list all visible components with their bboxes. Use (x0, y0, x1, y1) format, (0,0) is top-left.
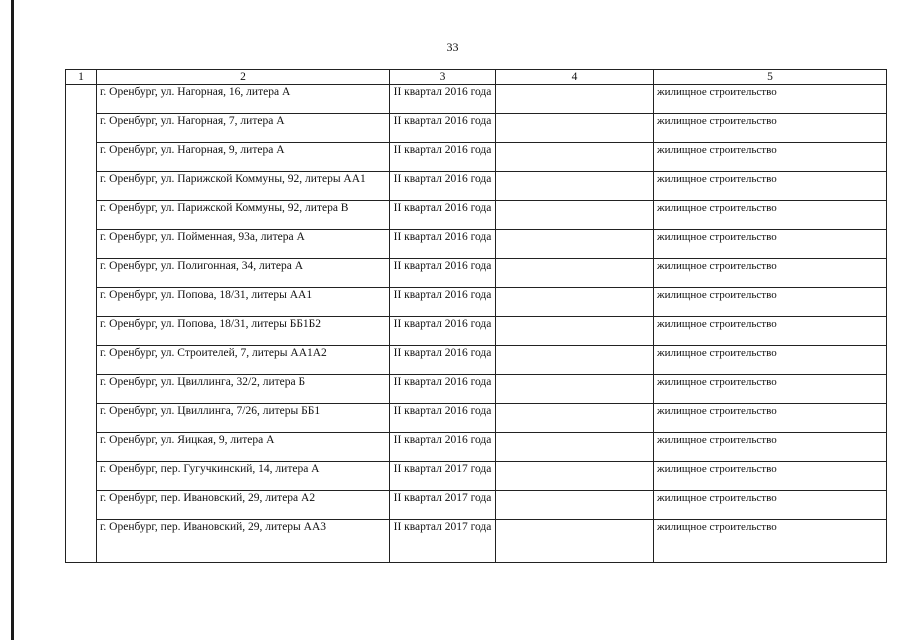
column-header-3: 3 (390, 70, 496, 85)
address-cell: г. Оренбург, ул. Попова, 18/31, литеры АА1 (97, 288, 390, 317)
column-header-5: 5 (654, 70, 887, 85)
purpose-cell: жилищное строительство (654, 143, 887, 172)
address-cell: г. Оренбург, ул. Нагорная, 7, литера А (97, 114, 390, 143)
row-number-cell (66, 85, 97, 563)
column-header-2: 2 (97, 70, 390, 85)
purpose-cell: жилищное строительство (654, 288, 887, 317)
empty-cell (496, 375, 654, 404)
address-cell: г. Оренбург, ул. Нагорная, 16, литера А (97, 85, 390, 114)
table-row (66, 433, 887, 462)
empty-cell (496, 288, 654, 317)
empty-cell (496, 462, 654, 491)
empty-cell (496, 491, 654, 520)
address-cell: г. Оренбург, ул. Нагорная, 9, литера А (97, 143, 390, 172)
table-header-row (66, 70, 887, 85)
table-row (66, 259, 887, 288)
table-row (66, 143, 887, 172)
address-cell: г. Оренбург, пер. Ивановский, 29, литера А2 (97, 491, 390, 520)
address-cell: г. Оренбург, ул. Пойменная, 93а, литера А (97, 230, 390, 259)
table-row (66, 172, 887, 201)
purpose-cell: жилищное строительство (654, 375, 887, 404)
purpose-cell: жилищное строительство (654, 259, 887, 288)
empty-cell (496, 172, 654, 201)
period-cell: II квартал 2016 года (390, 433, 496, 462)
empty-cell (496, 433, 654, 462)
empty-cell (496, 143, 654, 172)
empty-cell (496, 201, 654, 230)
table-row (66, 375, 887, 404)
period-cell: II квартал 2016 года (390, 259, 496, 288)
period-cell: II квартал 2016 года (390, 346, 496, 375)
column-header-1: 1 (66, 70, 97, 85)
period-cell: II квартал 2016 года (390, 172, 496, 201)
empty-cell (496, 520, 654, 563)
purpose-cell: жилищное строительство (654, 346, 887, 375)
table-row (66, 85, 887, 114)
period-cell: II квартал 2016 года (390, 230, 496, 259)
empty-cell (496, 114, 654, 143)
empty-cell (496, 230, 654, 259)
table-row (66, 491, 887, 520)
land-plot-table (65, 69, 887, 563)
table-row (66, 317, 887, 346)
purpose-cell: жилищное строительство (654, 172, 887, 201)
period-cell: II квартал 2016 года (390, 143, 496, 172)
period-cell: II квартал 2016 года (390, 317, 496, 346)
address-cell: г. Оренбург, пер. Ивановский, 29, литеры АА3 (97, 520, 390, 563)
table-row (66, 346, 887, 375)
empty-cell (496, 404, 654, 433)
address-cell: г. Оренбург, ул. Попова, 18/31, литеры ББ1Б2 (97, 317, 390, 346)
address-cell: г. Оренбург, ул. Цвиллинга, 32/2, литера Б (97, 375, 390, 404)
empty-cell (496, 317, 654, 346)
period-cell: II квартал 2017 года (390, 462, 496, 491)
column-header-4: 4 (496, 70, 654, 85)
period-cell: II квартал 2016 года (390, 85, 496, 114)
address-cell: г. Оренбург, ул. Яицкая, 9, литера А (97, 433, 390, 462)
empty-cell (496, 85, 654, 114)
period-cell: II квартал 2016 года (390, 404, 496, 433)
purpose-cell: жилищное строительство (654, 404, 887, 433)
table-row (66, 288, 887, 317)
table-row (66, 520, 887, 563)
purpose-cell: жилищное строительство (654, 114, 887, 143)
purpose-cell: жилищное строительство (654, 462, 887, 491)
table-row (66, 114, 887, 143)
address-cell: г. Оренбург, ул. Парижской Коммуны, 92, литеры АА1 (97, 172, 390, 201)
address-cell: г. Оренбург, пер. Гугучкинский, 14, литера А (97, 462, 390, 491)
table-row (66, 201, 887, 230)
purpose-cell: жилищное строительство (654, 230, 887, 259)
address-cell: г. Оренбург, ул. Строителей, 7, литеры АА1А2 (97, 346, 390, 375)
table-row (66, 462, 887, 491)
table-row (66, 230, 887, 259)
address-cell: г. Оренбург, ул. Цвиллинга, 7/26, литеры ББ1 (97, 404, 390, 433)
address-cell: г. Оренбург, ул. Полигонная, 34, литера А (97, 259, 390, 288)
scan-edge-line (11, 0, 14, 640)
purpose-cell: жилищное строительство (654, 433, 887, 462)
period-cell: II квартал 2017 года (390, 491, 496, 520)
empty-cell (496, 346, 654, 375)
period-cell: II квартал 2016 года (390, 288, 496, 317)
purpose-cell: жилищное строительство (654, 201, 887, 230)
table-row (66, 404, 887, 433)
period-cell: II квартал 2016 года (390, 201, 496, 230)
empty-cell (496, 259, 654, 288)
purpose-cell: жилищное строительство (654, 491, 887, 520)
purpose-cell: жилищное строительство (654, 85, 887, 114)
purpose-cell: жилищное строительство (654, 317, 887, 346)
table-body (66, 85, 887, 563)
period-cell: II квартал 2017 года (390, 520, 496, 563)
purpose-cell: жилищное строительство (654, 520, 887, 563)
period-cell: II квартал 2016 года (390, 375, 496, 404)
address-cell: г. Оренбург, ул. Парижской Коммуны, 92, литера В (97, 201, 390, 230)
page-number: 33 (446, 40, 459, 54)
period-cell: II квартал 2016 года (390, 114, 496, 143)
